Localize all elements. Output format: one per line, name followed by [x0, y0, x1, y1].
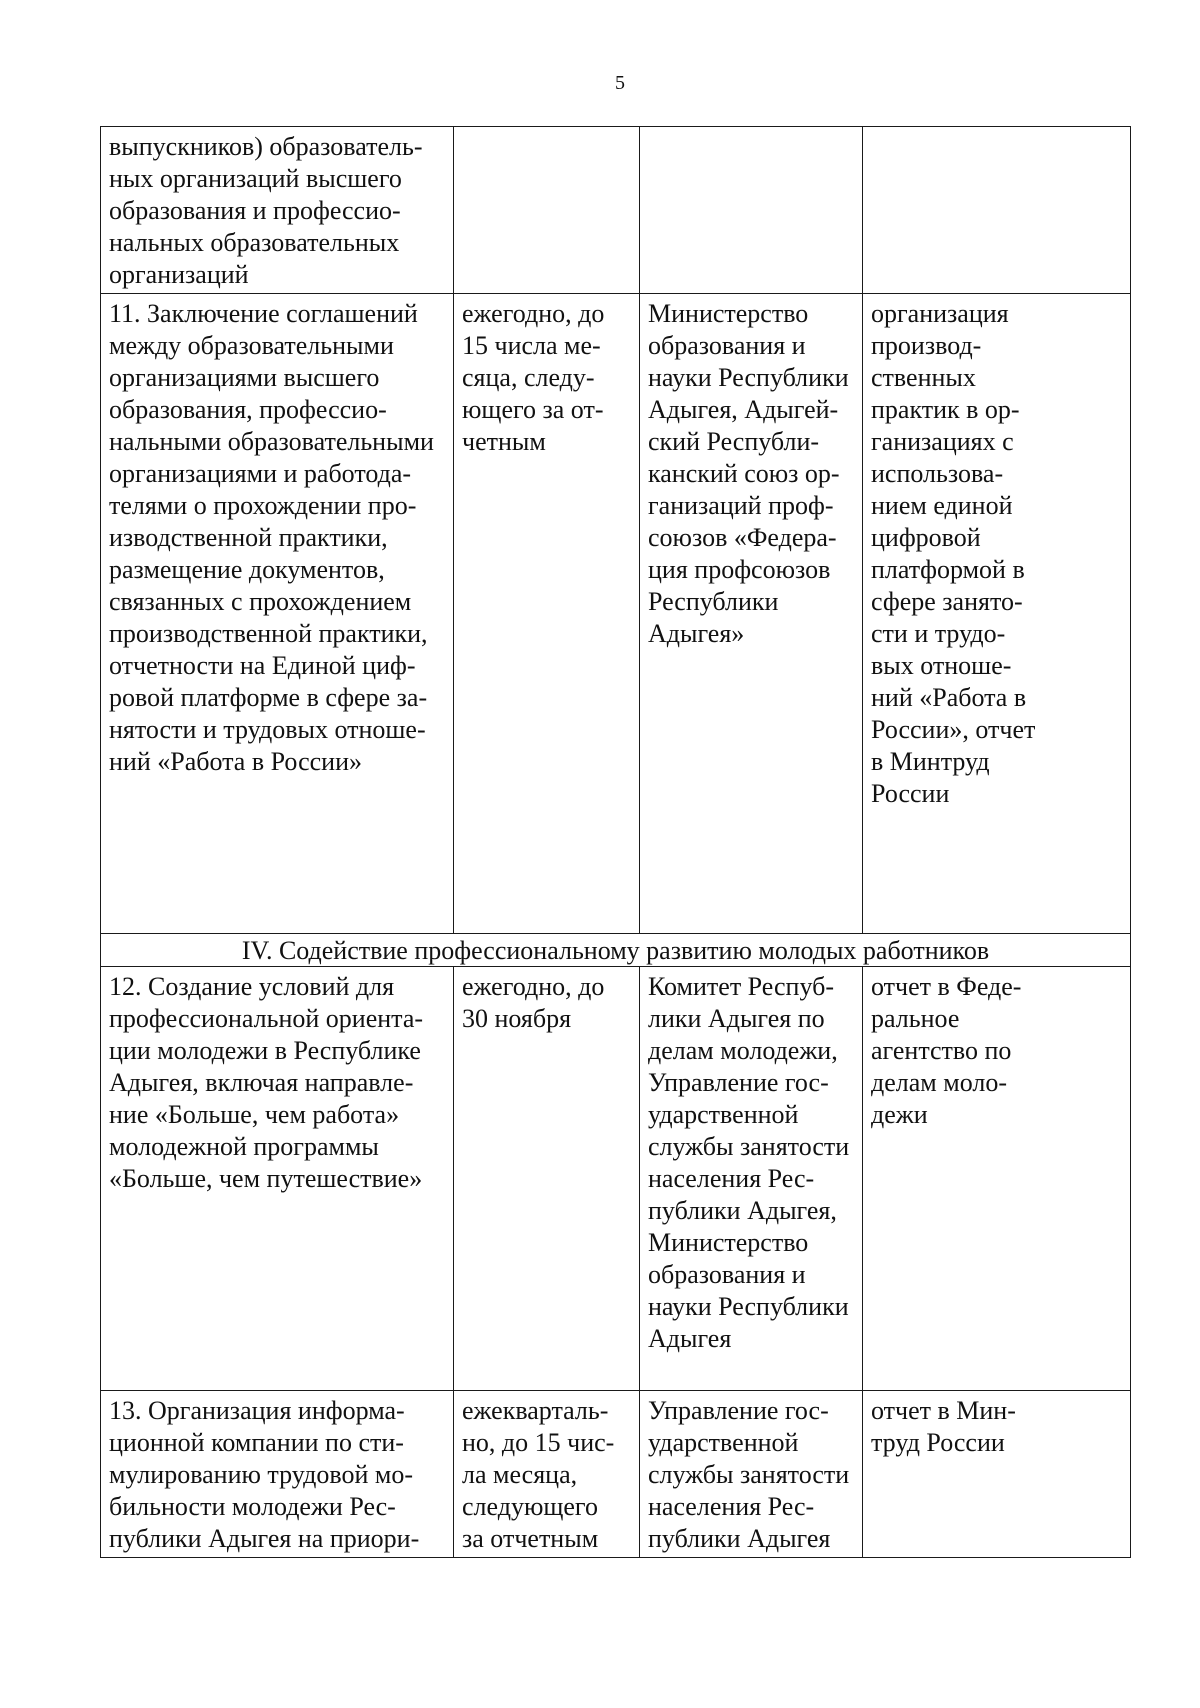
page-number: 5 — [615, 72, 625, 94]
result-cell — [863, 967, 1131, 1391]
result-text: отчет в Мин- труд России — [871, 1396, 1016, 1457]
measure-text: выпускников) образователь- ных организаций высшего образования и профессио- нальных образовательных организаций — [109, 132, 423, 289]
executor-text: Министерство образования и науки Республики Адыгея, Адыгей- ский Республи- канский союз ор- ганизаций проф- союзов «Федера- ция профсоюзов Республики Адыгея» — [648, 299, 849, 648]
measure-text: 12. Создание условий для профессиональной ориента- ции молодежи в Республике Адыгея, включая направле- ние «Больше, чем работа» молодежной программы «Больше, чем путешествие» — [109, 972, 424, 1193]
section-heading: IV. Содействие профессиональному развитию молодых работников — [101, 934, 1131, 967]
measure-cell — [101, 127, 454, 294]
executor-text: Управление гос- ударственной службы занятости населения Рес- публики Адыгея — [648, 1396, 850, 1553]
table-row — [101, 294, 1131, 934]
deadline-cell — [454, 127, 640, 294]
table-row — [101, 1391, 1131, 1558]
deadline-text: ежегодно, до 30 ноября — [462, 972, 605, 1033]
measure-cell — [101, 294, 454, 934]
result-cell — [863, 127, 1131, 294]
deadline-cell — [454, 1391, 640, 1558]
table-row — [101, 967, 1131, 1391]
executor-cell — [640, 1391, 863, 1558]
result-text: отчет в Феде- ральное агентство по делам моло- дежи — [871, 972, 1022, 1129]
deadline-text: ежекварталь- но, до 15 чис- ла месяца, следующего за отчетным — [462, 1396, 615, 1553]
executor-cell — [640, 127, 863, 294]
result-cell — [863, 294, 1131, 934]
measure-text: 13. Организация информа- ционной компании по сти- мулированию трудовой мо- бильности молодежи Рес- публики Адыгея на приори- — [109, 1396, 420, 1553]
measure-cell — [101, 967, 454, 1391]
executor-text: Комитет Респуб- лики Адыгея по делам молодежи, Управление гос- ударственной службы занятости населения Рес- публики Адыгея, Министерство образования и науки Республики Адыгея — [648, 972, 850, 1353]
measure-cell — [101, 1391, 454, 1558]
result-cell — [863, 1391, 1131, 1558]
measures-table — [100, 126, 1131, 1558]
measure-text: 11. Заключение соглашений между образовательными организациями высшего образования, профессио- нальными образовательными организациями и работода- телями о прохождении про- изводственной практики, размещение документов, связанных с прохождением производственной практики, отчетности на Единой циф- ровой платформе в сфере за- нятости и трудовых отноше- ний «Работа в России» — [109, 299, 434, 776]
deadline-cell — [454, 967, 640, 1391]
deadline-cell — [454, 294, 640, 934]
table-row — [101, 127, 1131, 294]
executor-cell — [640, 294, 863, 934]
result-text: организация производ- ственных практик в ор- ганизациях с использова- нием единой цифровой платформой в сфере занято- сти и трудо- вых отноше- ний «Работа в России», отчет в Минтруд России — [871, 299, 1036, 808]
deadline-text: ежегодно, до 15 числа ме- сяца, следу- ющего за от- четным — [462, 299, 605, 456]
executor-cell — [640, 967, 863, 1391]
section-row — [101, 934, 1131, 967]
